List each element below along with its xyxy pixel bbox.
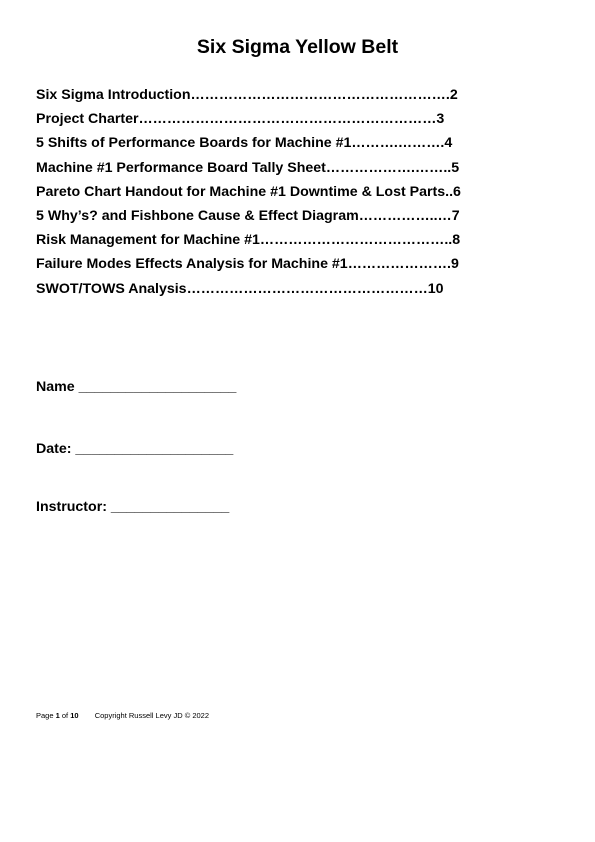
name-field-line: Name ____________________ — [36, 379, 237, 395]
page-total: 10 — [70, 711, 79, 720]
toc-entry-performance-boards: 5 Shifts of Performance Boards for Machine #1……….……….4 — [36, 135, 453, 152]
page-of-label: of — [61, 711, 69, 720]
toc-entry-risk-management: Risk Management for Machine #1…………………………………..8 — [36, 232, 461, 249]
toc-entry-tally-sheet: Machine #1 Performance Board Tally Sheet……………….……..5 — [36, 159, 460, 176]
document-title: Six Sigma Yellow Belt — [196, 36, 399, 58]
toc-entry-six-sigma-introduction: Six Sigma Introduction……………………………………………….2 — [36, 87, 458, 103]
page-current: 1 — [55, 711, 60, 720]
toc-entry-fmea: Failure Modes Effects Analysis for Machine #1………………….9 — [36, 256, 459, 273]
instructor-field-line: Instructor: _______________ — [36, 499, 230, 515]
page-footer — [36, 711, 209, 720]
date-field-line: Date: ____________________ — [36, 441, 234, 457]
toc-entry-swot-tows: SWOT/TOWS Analysis……………………………………………10 — [36, 280, 444, 297]
toc-entry-project-charter: Project Charter………………………………………………………3 — [36, 111, 445, 128]
page-label: Page — [36, 711, 54, 720]
toc-entry-pareto-chart: Pareto Chart Handout for Machine #1 Downtime & Lost Parts..6 — [36, 183, 461, 200]
toc-entry-five-whys-fishbone: 5 Why’s? and Fishbone Cause & Effect Diagram……………..…7 — [36, 208, 460, 225]
table-of-contents — [36, 83, 576, 301]
copyright-notice: Copyright Russell Levy JD © 2022 — [94, 711, 210, 720]
